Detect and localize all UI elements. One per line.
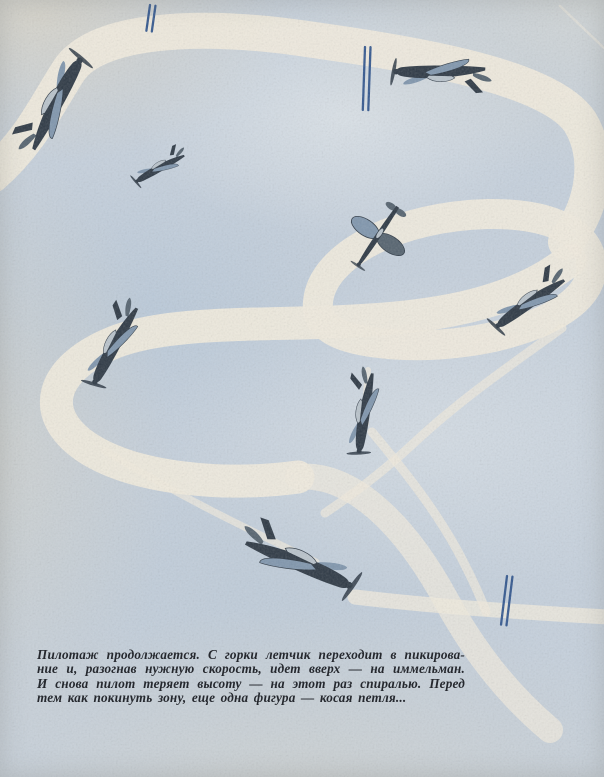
caption-line: Пилотаж продолжается. С горки летчик переходит в пикирова- [37, 647, 465, 662]
caption-line: ние и, разогнав нужную скорость, идет вверх — на иммельман. [37, 661, 465, 677]
caption-line: тем как покинуть зону, еще одна фигура — косая петля... [37, 689, 407, 705]
caption [37, 648, 465, 705]
caption-line: И снова пилот теряет высоту — на этот раз спиралью. Перед [37, 675, 465, 691]
